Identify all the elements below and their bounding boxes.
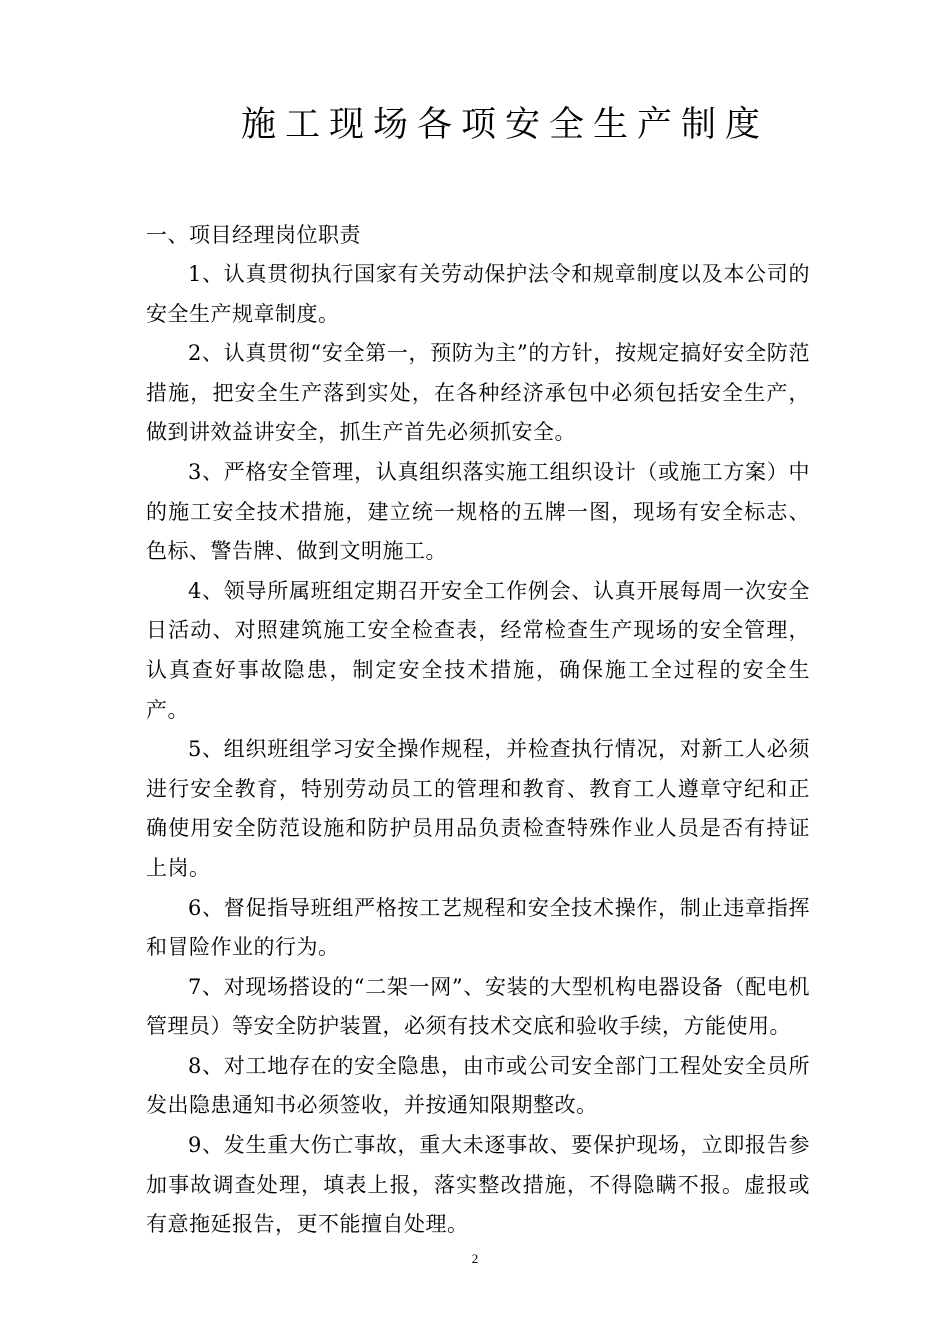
document-body bbox=[146, 216, 810, 1245]
paragraph-4: 4、领导所属班组定期召开安全工作例会、认真开展每周一次安全日活动、对照建筑施工安全检查表，经常检查生产现场的安全管理，认真查好事故隐患，制定安全技术措施，确保施工全过程的安全生产。 bbox=[146, 578, 810, 722]
section-heading: 一、项目经理岗位职责 bbox=[146, 223, 361, 247]
paragraph-6: 6、督促指导班组严格按工艺规程和安全技术操作，制止违章指挥和冒险作业的行为。 bbox=[146, 895, 810, 960]
paragraph-2: 2、认真贯彻“安全第一，预防为主”的方针，按规定搞好安全防范措施，把安全生产落到实处，在各种经济承包中必须包括安全生产，做到讲效益讲安全，抓生产首先必须抓安全。 bbox=[146, 341, 810, 445]
paragraph-3: 3、严格安全管理，认真组织落实施工组织设计（或施工方案）中的施工安全技术措施，建立统一规格的五牌一图，现场有安全标志、色标、警告牌、做到文明施工。 bbox=[146, 459, 810, 564]
page-title: 施工现场各项安全生产制度 bbox=[240, 105, 769, 145]
paragraph-5: 5、组织班组学习安全操作规程，并检查执行情况，对新工人必须进行安全教育，特别劳动员工的管理和教育、教育工人遵章守纪和正确使用安全防范设施和防护员用品负责检查特殊作业人员是否有持证上岗。 bbox=[146, 737, 810, 880]
paragraph-8: 8、对工地存在的安全隐患，由市或公司安全部门工程处安全员所发出隐患通知书必须签收，并按通知限期整改。 bbox=[146, 1053, 810, 1118]
paragraph-1: 1、认真贯彻执行国家有关劳动保护法令和规章制度以及本公司的安全生产规章制度。 bbox=[146, 262, 810, 326]
paragraph-7: 7、对现场搭设的“二架一网”、安装的大型机构电器设备（配电机管理员）等安全防护装置，必须有技术交底和验收手续，方能使用。 bbox=[146, 974, 810, 1039]
page-number: 2 bbox=[471, 1251, 479, 1266]
paragraph-9: 9、发生重大伤亡事故，重大未逐事故、要保护现场，立即报告参加事故调查处理，填表上报，落实整改措施，不得隐瞒不报。虚报或有意拖延报告，更不能擅自处理。 bbox=[146, 1133, 810, 1237]
